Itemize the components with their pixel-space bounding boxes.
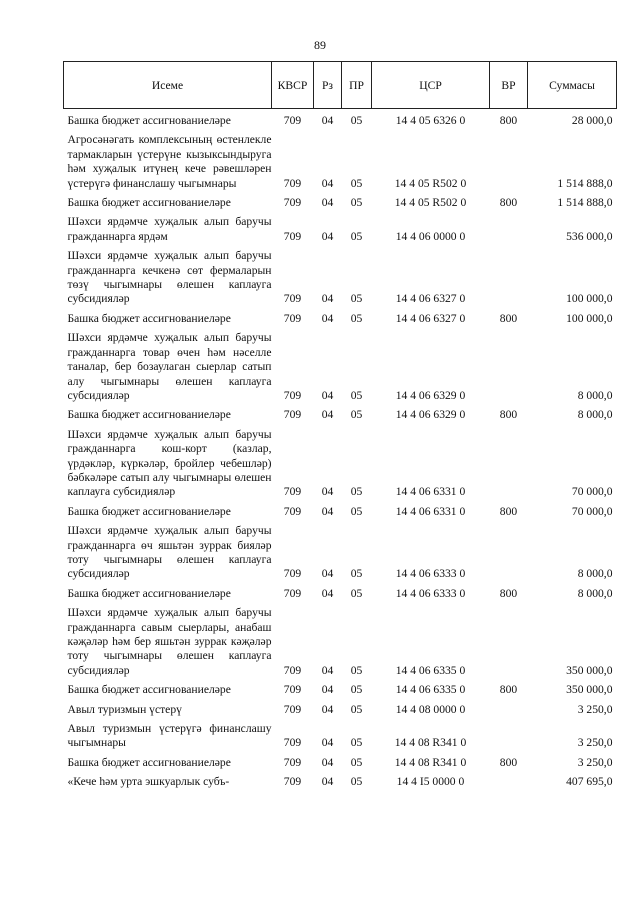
cell-sum: 1 514 888,0 bbox=[557, 196, 613, 210]
cell-rz: 04 bbox=[321, 755, 334, 769]
cell-kvsr: 709 bbox=[283, 736, 302, 750]
table-row bbox=[64, 678, 617, 697]
table-row bbox=[64, 326, 617, 403]
cell-kvsr: 709 bbox=[283, 114, 302, 127]
cell-sum: 407 695,0 bbox=[566, 775, 613, 789]
cell-csr: 14 4 I5 0000 0 bbox=[396, 775, 465, 789]
cell-pr: 05 bbox=[350, 229, 363, 243]
cell-csr: 14 4 06 6331 0 bbox=[395, 504, 466, 518]
cell-name: Агросәнәгать комплексының өстенлекле тармакларын үстерүне кызыксындыруга һәм хуҗалык итүнең кече рәвешләрен үстерүгә финанслашу чыгымнары bbox=[67, 133, 272, 190]
cell-kvsr: 709 bbox=[283, 229, 302, 243]
cell-rz: 04 bbox=[321, 196, 334, 210]
table-row bbox=[64, 751, 617, 770]
cell-kvsr: 709 bbox=[283, 504, 302, 518]
cell-vr bbox=[490, 717, 528, 751]
cell-name: Авыл туризмын үстерү bbox=[67, 702, 182, 716]
cell-kvsr: 709 bbox=[283, 567, 302, 581]
cell-name: Шәхси ярдәмче хуҗалык алып баручы гражданнарга кечкенә сөт фермаларын төзү чыгымнары өлешен каплауга субсидияләр bbox=[67, 249, 272, 306]
cell-pr: 05 bbox=[350, 504, 363, 518]
cell-kvsr: 709 bbox=[283, 683, 302, 697]
cell-pr: 05 bbox=[350, 736, 363, 750]
cell-csr: 14 4 06 6331 0 bbox=[395, 485, 466, 499]
table-row bbox=[64, 698, 617, 717]
cell-vr: 800 bbox=[499, 755, 518, 769]
cell-name: Башка бюджет ассигнованиеләре bbox=[67, 504, 231, 518]
cell-pr: 05 bbox=[350, 408, 363, 422]
cell-kvsr: 709 bbox=[283, 586, 302, 600]
col-header-vr: ВР bbox=[490, 62, 528, 109]
cell-name: Башка бюджет ассигнованиеләре bbox=[67, 755, 231, 769]
cell-pr: 05 bbox=[350, 586, 363, 600]
cell-name: Башка бюджет ассигнованиеләре bbox=[67, 114, 231, 127]
cell-name: Шәхси ярдәмче хуҗалык алып баручы гражданнарга өч яшьтән зуррак бияләр тоту чыгымнары өлешен каплауга субсидияләр bbox=[67, 524, 272, 581]
cell-pr: 05 bbox=[350, 567, 363, 581]
cell-rz: 04 bbox=[321, 504, 334, 518]
cell-name: Башка бюджет ассигнованиеләре bbox=[67, 586, 231, 600]
cell-vr bbox=[490, 698, 528, 717]
table-row bbox=[64, 128, 617, 191]
cell-vr: 800 bbox=[499, 311, 518, 325]
table-body bbox=[64, 109, 617, 790]
table-header-row bbox=[64, 62, 617, 109]
cell-vr bbox=[490, 244, 528, 307]
cell-kvsr: 709 bbox=[283, 196, 302, 210]
cell-rz: 04 bbox=[321, 586, 334, 600]
col-header-name: Исеме bbox=[64, 62, 272, 109]
cell-rz: 04 bbox=[321, 114, 334, 127]
cell-sum: 350 000,0 bbox=[566, 683, 613, 697]
cell-rz: 04 bbox=[321, 775, 334, 789]
cell-sum: 1 514 888,0 bbox=[557, 176, 613, 190]
cell-pr: 05 bbox=[350, 196, 363, 210]
cell-name: Шәхси ярдәмче хуҗалык алып баручы гражданнарга кош-корт (казлар, үрдәкләр, күркәләр, бройлер чебешләр) бәбкәләре сатып алу чыгымнары өлешен каплауга субсидияләр bbox=[67, 427, 272, 499]
cell-rz: 04 bbox=[321, 229, 334, 243]
cell-csr: 14 4 06 6333 0 bbox=[395, 567, 466, 581]
cell-name: Башка бюджет ассигнованиеләре bbox=[67, 408, 231, 422]
table-row bbox=[64, 109, 617, 129]
table-row bbox=[64, 307, 617, 326]
cell-name: Шәхси ярдәмче хуҗалык алып баручы гражданнарга савым сыерлары, анабаш кәҗәләр һәм бер яшьтән зуррак кәҗәләр тоту чыгымнары өлешен каплауга субсидияләр bbox=[67, 606, 272, 677]
cell-csr: 14 4 05 R502 0 bbox=[394, 176, 467, 190]
cell-csr: 14 4 08 R341 0 bbox=[394, 736, 467, 750]
cell-vr bbox=[490, 326, 528, 403]
cell-csr: 14 4 06 6327 0 bbox=[395, 311, 466, 325]
cell-vr: 800 bbox=[499, 114, 518, 127]
cell-pr: 05 bbox=[350, 663, 363, 677]
cell-csr: 14 4 06 0000 0 bbox=[395, 229, 466, 243]
table-row bbox=[64, 519, 617, 582]
cell-pr: 05 bbox=[350, 755, 363, 769]
cell-csr: 14 4 06 6333 0 bbox=[395, 586, 466, 600]
table-row bbox=[64, 601, 617, 678]
cell-rz: 04 bbox=[321, 485, 334, 499]
cell-kvsr: 709 bbox=[283, 663, 302, 677]
col-header-csr: ЦСР bbox=[372, 62, 490, 109]
cell-rz: 04 bbox=[321, 663, 334, 677]
cell-pr: 05 bbox=[350, 292, 363, 306]
cell-sum: 70 000,0 bbox=[571, 504, 613, 518]
cell-name: Шәхси ярдәмче хуҗалык алып баручы гражданнарга ярдәм bbox=[67, 215, 272, 243]
cell-vr bbox=[490, 770, 528, 789]
cell-csr: 14 4 08 0000 0 bbox=[395, 702, 466, 716]
cell-csr: 14 4 08 R341 0 bbox=[394, 755, 467, 769]
cell-rz: 04 bbox=[321, 176, 334, 190]
cell-pr: 05 bbox=[350, 775, 363, 789]
cell-name: Башка бюджет ассигнованиеләре bbox=[67, 683, 231, 697]
cell-sum: 3 250,0 bbox=[577, 755, 613, 769]
cell-sum: 3 250,0 bbox=[577, 702, 613, 716]
table-row bbox=[64, 403, 617, 422]
cell-pr: 05 bbox=[350, 311, 363, 325]
cell-rz: 04 bbox=[321, 388, 334, 402]
cell-name: «Кече һәм урта эшкуарлык субъ- bbox=[67, 775, 230, 789]
table-row bbox=[64, 500, 617, 519]
budget-table bbox=[63, 61, 617, 790]
cell-vr bbox=[490, 423, 528, 500]
cell-pr: 05 bbox=[350, 176, 363, 190]
cell-kvsr: 709 bbox=[283, 702, 302, 716]
col-header-pr: ПР bbox=[342, 62, 372, 109]
cell-pr: 05 bbox=[350, 683, 363, 697]
table-row bbox=[64, 191, 617, 210]
cell-kvsr: 709 bbox=[283, 408, 302, 422]
cell-kvsr: 709 bbox=[283, 755, 302, 769]
cell-rz: 04 bbox=[321, 702, 334, 716]
cell-pr: 05 bbox=[350, 702, 363, 716]
col-header-kvsr: КВСР bbox=[272, 62, 314, 109]
cell-sum: 350 000,0 bbox=[566, 663, 613, 677]
cell-rz: 04 bbox=[321, 567, 334, 581]
cell-csr: 14 4 06 6335 0 bbox=[395, 663, 466, 677]
cell-vr: 800 bbox=[499, 683, 518, 697]
cell-csr: 14 4 05 6326 0 bbox=[395, 114, 466, 127]
cell-kvsr: 709 bbox=[283, 176, 302, 190]
cell-vr: 800 bbox=[499, 408, 518, 422]
table-row bbox=[64, 244, 617, 307]
cell-sum: 28 000,0 bbox=[571, 114, 613, 127]
table-row bbox=[64, 582, 617, 601]
cell-rz: 04 bbox=[321, 311, 334, 325]
cell-sum: 8 000,0 bbox=[577, 567, 613, 581]
cell-vr bbox=[490, 128, 528, 191]
cell-csr: 14 4 06 6329 0 bbox=[395, 388, 466, 402]
cell-rz: 04 bbox=[321, 736, 334, 750]
cell-vr bbox=[490, 601, 528, 678]
cell-csr: 14 4 06 6335 0 bbox=[395, 683, 466, 697]
table-row bbox=[64, 717, 617, 751]
cell-vr: 800 bbox=[499, 196, 518, 210]
cell-vr: 800 bbox=[499, 504, 518, 518]
cell-rz: 04 bbox=[321, 683, 334, 697]
cell-rz: 04 bbox=[321, 408, 334, 422]
cell-sum: 8 000,0 bbox=[577, 388, 613, 402]
table-row bbox=[64, 423, 617, 500]
cell-sum: 100 000,0 bbox=[566, 292, 613, 306]
cell-pr: 05 bbox=[350, 485, 363, 499]
cell-name: Башка бюджет ассигнованиеләре bbox=[67, 196, 231, 210]
cell-kvsr: 709 bbox=[283, 292, 302, 306]
cell-name: Шәхси ярдәмче хуҗалык алып баручы гражданнарга товар өчен һәм нәселле таналар, бер бозаулаган сыерлар сатып алу чыгымнары өлешен каплауга субсидияләр bbox=[67, 331, 272, 402]
cell-pr: 05 bbox=[350, 388, 363, 402]
cell-kvsr: 709 bbox=[283, 775, 302, 789]
cell-vr bbox=[490, 210, 528, 244]
table-row bbox=[64, 210, 617, 244]
col-header-sum: Суммасы bbox=[528, 62, 617, 109]
page-number: 89 bbox=[314, 38, 326, 52]
cell-kvsr: 709 bbox=[283, 485, 302, 499]
cell-rz: 04 bbox=[321, 292, 334, 306]
cell-sum: 3 250,0 bbox=[577, 736, 613, 750]
cell-vr bbox=[490, 519, 528, 582]
cell-kvsr: 709 bbox=[283, 311, 302, 325]
cell-csr: 14 4 06 6329 0 bbox=[395, 408, 466, 422]
cell-vr: 800 bbox=[499, 586, 518, 600]
cell-sum: 100 000,0 bbox=[566, 311, 613, 325]
cell-kvsr: 709 bbox=[283, 388, 302, 402]
cell-sum: 8 000,0 bbox=[577, 408, 613, 422]
cell-csr: 14 4 06 6327 0 bbox=[395, 292, 466, 306]
cell-name: Авыл туризмын үстерүгә финанслашу чыгымнары bbox=[67, 722, 272, 750]
cell-sum: 70 000,0 bbox=[571, 485, 613, 499]
table-row bbox=[64, 770, 617, 789]
cell-name: Башка бюджет ассигнованиеләре bbox=[67, 311, 231, 325]
cell-sum: 8 000,0 bbox=[577, 586, 613, 600]
cell-sum: 536 000,0 bbox=[566, 229, 613, 243]
cell-pr: 05 bbox=[350, 114, 363, 127]
cell-csr: 14 4 05 R502 0 bbox=[394, 196, 467, 210]
col-header-rz: Рз bbox=[314, 62, 342, 109]
